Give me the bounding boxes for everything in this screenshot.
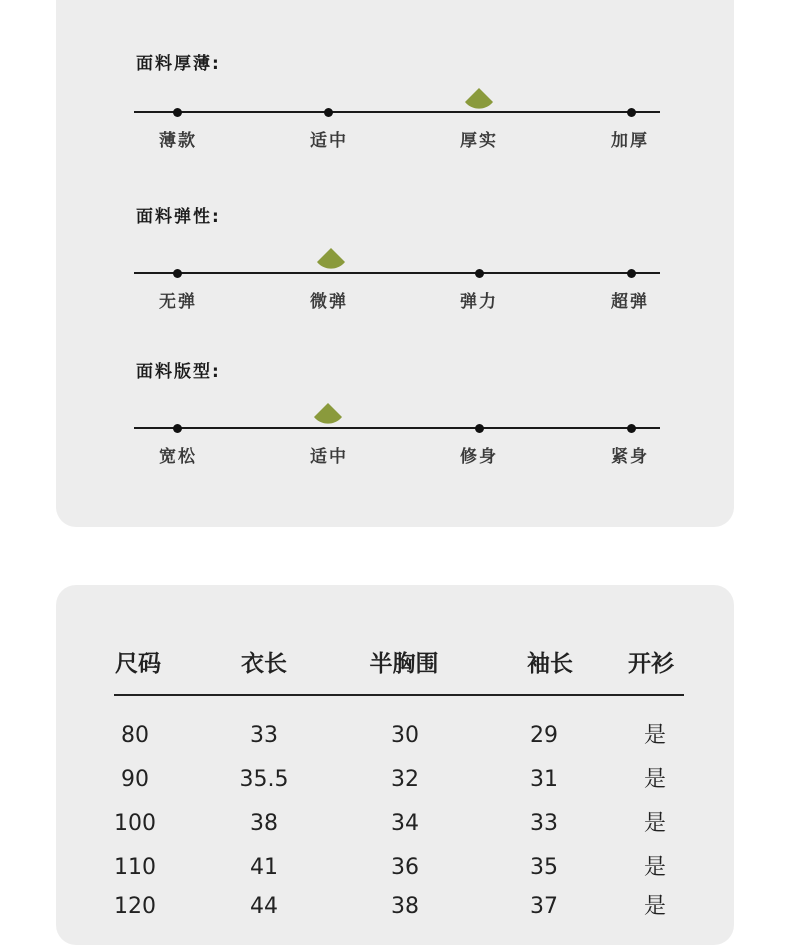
scale-line-elasticity [134,272,660,274]
scale-option-label: 加厚 [611,131,649,151]
size-table-header: 半胸围 [369,651,439,677]
table-cell: 31 [530,767,558,792]
scale-option-label: 微弹 [310,292,348,312]
scale-dot [324,108,333,117]
table-cell: 120 [114,894,156,919]
table-cell: 38 [250,811,278,836]
table-cell: 35 [530,855,558,880]
scale-option-label: 弹力 [460,292,498,312]
table-cell: 33 [530,811,558,836]
scale-line-thickness [134,111,660,113]
scale-option-label: 适中 [310,447,348,467]
scale-option-label: 宽松 [159,447,197,467]
size-table-header: 袖长 [527,651,573,677]
table-cell: 37 [530,894,558,919]
table-cell: 29 [530,723,558,748]
scale-option-label: 无弹 [159,292,197,312]
table-cell: 35.5 [239,767,289,792]
scale-dot [475,269,484,278]
table-cell: 是 [643,855,666,880]
table-header-divider [114,694,684,696]
size-table-header: 衣长 [241,651,287,677]
size-table-header: 尺码 [115,651,161,677]
scale-dot [627,269,636,278]
table-cell: 是 [643,811,666,836]
size-table-header: 开衫 [628,651,674,677]
table-cell: 是 [643,723,666,748]
table-cell: 41 [250,855,278,880]
scale-title-thickness: 面料厚薄: [136,54,221,74]
scale-option-label: 紧身 [611,447,649,467]
scale-option-label: 修身 [460,447,498,467]
table-cell: 36 [391,855,419,880]
table-cell: 是 [643,894,666,919]
table-cell: 30 [391,723,419,748]
scale-dot [627,108,636,117]
table-cell: 33 [250,723,278,748]
scale-dot [475,424,484,433]
scale-dot [173,424,182,433]
table-cell: 34 [391,811,419,836]
scale-title-fit: 面料版型: [136,362,221,382]
table-cell: 32 [391,767,419,792]
table-cell: 38 [391,894,419,919]
table-cell: 100 [114,811,156,836]
scale-option-label: 超弹 [611,292,649,312]
scale-dot [173,108,182,117]
scale-option-label: 厚实 [460,131,498,151]
table-cell: 80 [121,723,149,748]
table-cell: 是 [643,767,666,792]
sector-marker-icon [465,88,493,106]
table-cell: 110 [114,855,156,880]
scale-option-label: 适中 [310,131,348,151]
sector-marker-icon [314,403,342,421]
scale-dot [627,424,636,433]
scale-dot [173,269,182,278]
table-cell: 90 [121,767,149,792]
size-chart-card [56,585,734,945]
scale-line-fit [134,427,660,429]
scale-option-label: 薄款 [159,131,197,151]
scale-title-elasticity: 面料弹性: [136,207,221,227]
sector-marker-icon [317,248,345,266]
table-cell: 44 [250,894,278,919]
